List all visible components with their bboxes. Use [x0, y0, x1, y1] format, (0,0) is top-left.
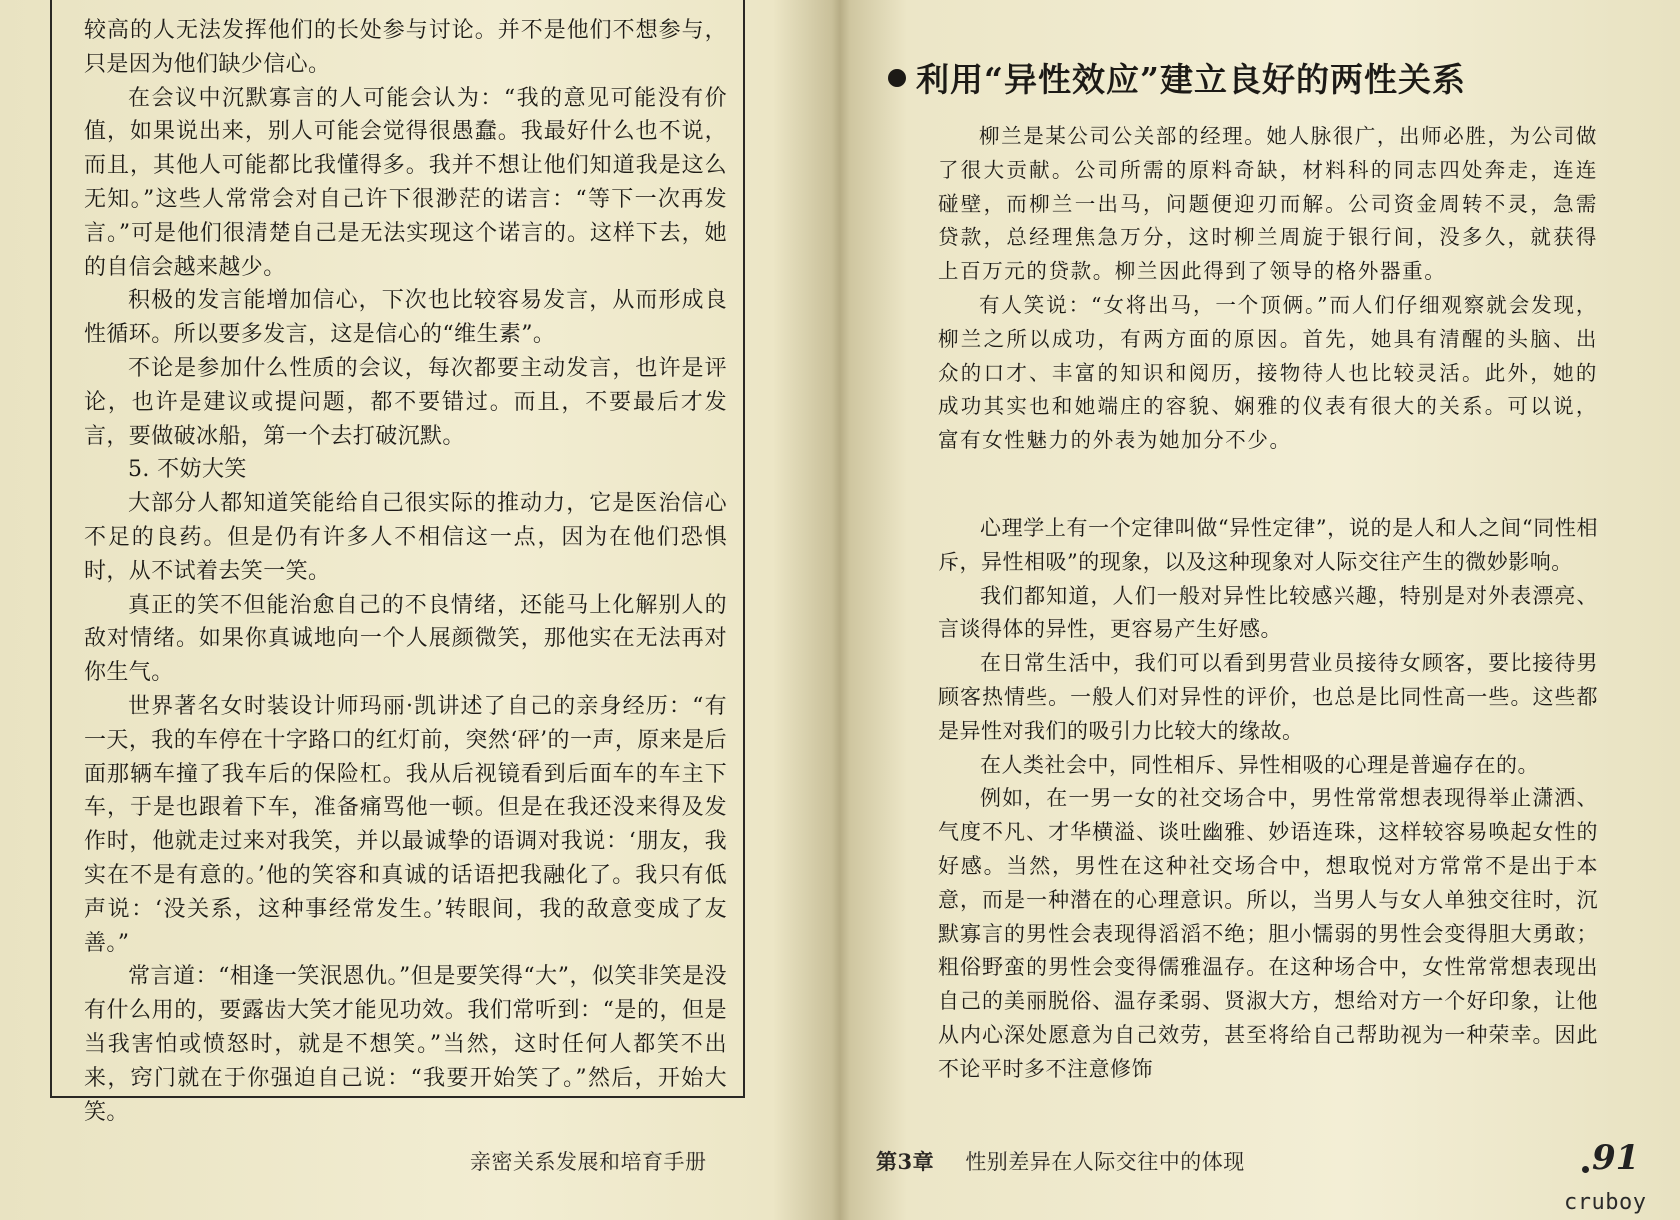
- right-paragraph-5: 例如，在一男一女的社交场合中，男性常常想表现得举止潇洒、气度不凡、才华横溢、谈吐幽雅、妙语连珠，这样较容易唤起女性的好感。当然，男性在这种社交场合中，想取悦对方常常不是出于本意，而是一种潜在的心理意识。所以，当男人与女人单独交往时，沉默寡言的男性会表现得滔滔不绝；胆小懦弱的男性会变得胆大勇敢；粗俗野蛮的男性会变得儒雅温存。在这种场合中，女性常常想表现出自己的美丽脱俗、温存柔弱、贤淑大方，想给对方一个好印象，让他从内心深处愿意为自己效劳，甚至将给自己帮助视为一种荣幸。因此不论平时多不注意修饰: [938, 786, 1598, 1081]
- right-paragraph-4: 在人类社会中，同性相斥、异性相吸的心理是普遍存在的。: [980, 752, 1539, 777]
- right-paragraph-3: 在日常生活中，我们可以看到男营业员接待女顾客，要比接待男顾客热情些。一般人们对异性的评价，也总是比同性高一些。这些都是异性对我们的吸引力比较大的缘故。: [938, 651, 1598, 743]
- left-paragraph-4: 不论是参加什么性质的会议，每次都要主动发言，也许是评论，也许是建议或提问题，都不要错过。而且，不要最后才发言，要做破冰船，第一个去打破沉默。: [84, 355, 727, 449]
- left-page-boxed-text: [50, 0, 745, 1125]
- watermark: cruboy: [1564, 1190, 1647, 1215]
- left-paragraph-7: 世界著名女时装设计师玛丽·凯讲述了自己的亲身经历：“有一天，我的车停在十字路口的红灯前，突然‘砰’的一声，原来是后面那辆车撞了我车后的保险杠。我从后视镜看到后面车的车主下车，于是也跟着下车，准备痛骂他一顿。但是在我还没来得及发作时，他就走过来对我笑，并以最诚挚的语调对我说：‘朋友，我实在不是有意的。’他的笑容和真诚的话语把我融化了。我只有低声说：‘没关系，这种事经常发生。’转眼间，我的敌意变成了友善。”: [84, 693, 727, 956]
- heading-bullet-icon: [888, 69, 906, 87]
- page-number: 91: [1592, 1138, 1640, 1178]
- right-paragraph-1: 心理学上有一个定律叫做“异性定律”，说的是人和人之间“同性相斥，异性相吸”的现象，以及这种现象对人际交往产生的微妙影响。: [938, 515, 1598, 574]
- left-paragraph-1: 较高的人无法发挥他们的长处参与讨论。并不是他们不想参与，只是因为他们缺少信心。: [84, 18, 727, 77]
- left-paragraph-8: 常言道：“相逢一笑泯恩仇。”但是要笑得“大”，似笑非笑是没有什么用的，要露齿大笑才能见功效。我们常听到：“是的，但是当我害怕或愤怒时，就是不想笑。”当然，这时任何人都笑不出来，窍门就在于你强迫自己说：“我要开始笑了。”然后，开始大笑。: [84, 964, 727, 1125]
- left-paragraph-5: 大部分人都知道笑能给自己很实际的推动力，它是医治信心不足的良药。但是仍有许多人不相信这一点，因为在他们恐惧时，从不试着去笑一笑。: [84, 491, 727, 584]
- footer-chapter-title: 性别差异在人际交往中的体现: [965, 1150, 1245, 1174]
- left-page-footer: 亲密关系发展和培育手册: [470, 1150, 707, 1174]
- case-paragraph-1: 柳兰是某公司公关部的经理。她人脉很广，出师必胜，为公司做了很大贡献。公司所需的原料奇缺，材料科的同志四处奔走，连连碰壁，而柳兰一出马，问题便迎刃而解。公司资金周转不灵，急需贷款，总经理焦急万分，这时柳兰周旋于银行间，没多久，就获得上百万元的贷款。柳兰因此得到了领导的格外器重。: [938, 124, 1598, 284]
- left-paragraph-3: 积极的发言能增加信心，下次也比较容易发言，从而形成良性循环。所以要多发言，这是信心的“维生素”。: [84, 288, 727, 348]
- left-paragraph-6: 真正的笑不但能治愈自己的不良情绪，还能马上化解别人的敌对情绪。如果你真诚地向一个人展颜微笑，那他实在无法再对你生气。: [84, 592, 727, 686]
- section-heading: [888, 54, 1588, 101]
- footer-chapter: 第3章: [876, 1149, 935, 1174]
- case-paragraph-2: 有人笑说：“女将出马，一个顶俩。”而人们仔细观察就会发现，柳兰之所以成功，有两方面的原因。首先，她具有清醒的头脑、出众的口才、丰富的知识和阅历，接物待人也比较灵活。此外，她的成功其实也和她端庄的容貌、娴雅的仪表有很大的关系。可以说，富有女性魅力的外表为她加分不少。: [938, 292, 1598, 453]
- left-subheading: 5. 不妨大笑: [128, 457, 247, 483]
- right-page-body: [938, 120, 1598, 1087]
- right-page-footer: [876, 1146, 1245, 1176]
- left-paragraph-2: 在会议中沉默寡言的人可能会认为：“我的意见可能没有价值，如果说出来，别人可能会觉得很愚蠢。我最好什么也不说，而且，其他人可能都比我懂得多。我并不想让他们知道我是这么无知。”这些人常常会对自己许下很渺茫的诺言：“等下一次再发言。”可是他们很清楚自己是无法实现这个诺言的。这样下去，她的自信会越来越少。: [84, 85, 727, 280]
- section-heading-text: 利用“异性效应”建立良好的两性关系: [916, 60, 1466, 99]
- right-paragraph-2: 我们都知道，人们一般对异性比较感兴趣，特别是对外表漂亮、言谈得体的异性，更容易产生好感。: [938, 583, 1598, 642]
- page-number-dot-icon: [1582, 1166, 1589, 1173]
